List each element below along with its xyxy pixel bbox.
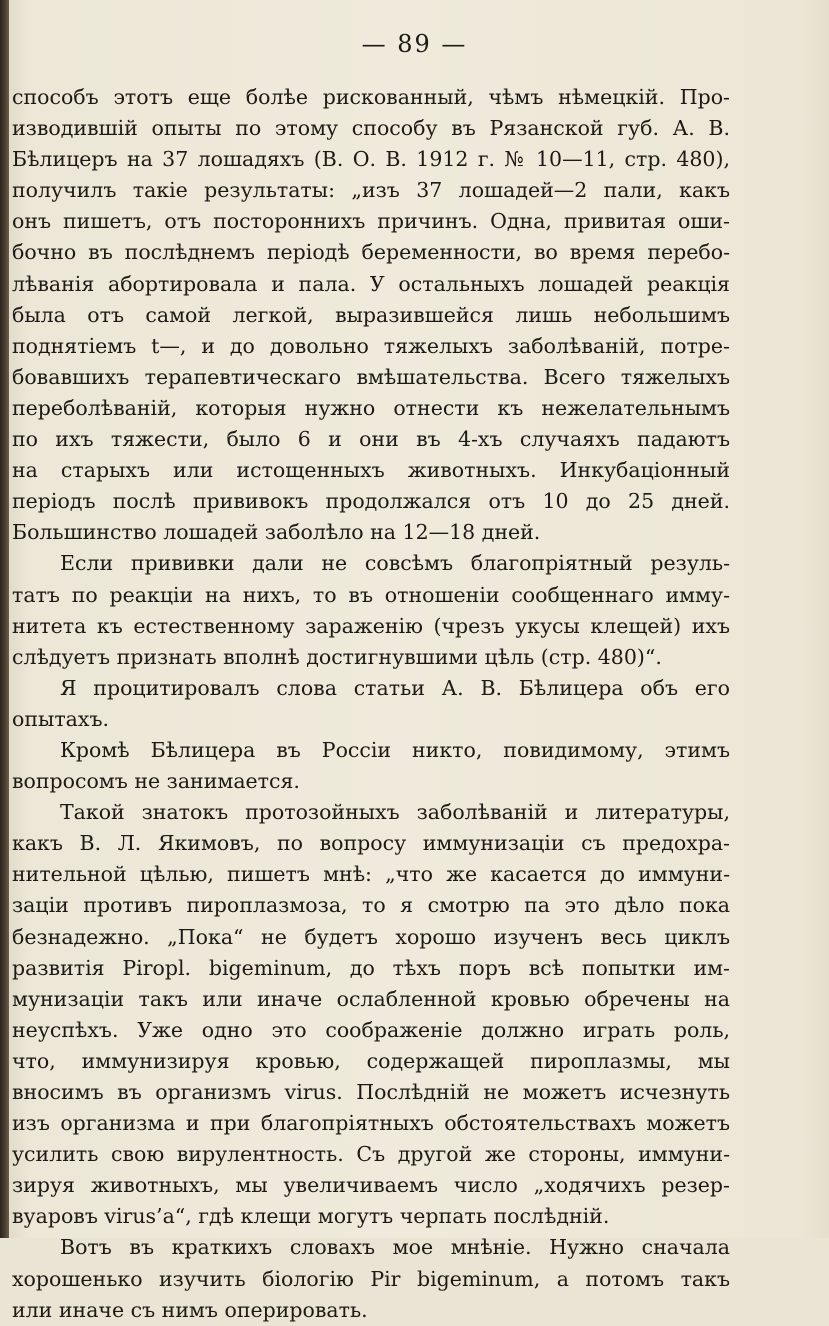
text-line: вуаровъ virus’а“, гдѣ клещи могутъ черпать послѣдній. [12,1204,610,1229]
text-line: что, иммунизируя кровью, содержащей пироплазмы, мы [12,1048,730,1073]
text-line: безнадежно. „Пока“ не будетъ хорошо изученъ весь циклъ [12,924,730,949]
text-line: онъ пишетъ, отъ постороннихъ причинъ. Одна, привитая оши- [12,209,730,234]
text-line: лѣванія абортировала и пала. У остальныхъ лошадей реакція [12,271,730,296]
body-text [12,82,730,1326]
text-line: поднятіемъ t—, и до довольно тяжелыхъ заболѣваній, потре- [12,333,730,358]
text-line: Кромѣ Бѣлицера въ Россіи никто, повидимому, этимъ [60,737,730,762]
text-line: слѣдуетъ признать вполнѣ достигнувшими цѣль (стр. 480)“. [12,644,662,669]
text-line: развитія Piropl. bigeminum, до тѣхъ поръ всѣ попытки им- [12,955,730,980]
text-line: была отъ самой легкой, выразившейся лишь небольшимъ [12,302,730,327]
text-line: нительной цѣлью, пишетъ мнѣ: „что же касается до иммуни- [12,862,730,887]
text-line: Я процитировалъ слова статьи А. В. Бѣлицера объ его [60,675,730,700]
text-line: получилъ такіе результаты: „изъ 37 лошадей—2 пали, какъ [12,178,730,203]
text-line: зируя животныхъ, мы увеличиваемъ число „ходячихъ резер- [12,1173,730,1198]
text-line: нитета къ естественному зараженію (чрезъ укусы клещей) ихъ [12,613,730,638]
text-line: періодъ послѣ прививокъ продолжался отъ 10 до 25 дней. [12,489,730,514]
text-line: на старыхъ или истощенныхъ животныхъ. Инкубаціонный [12,458,730,483]
text-line: бочно въ послѣднемъ періодѣ беременности, во время перебо- [12,240,730,265]
text-line: мунизаціи такъ или иначе ослабленной кровью обречены на [12,986,730,1011]
text-line: вносимъ въ организмъ virus. Послѣдній не можетъ исчезнуть [12,1080,730,1104]
text-line: изъ организма и при благопріятныхъ обстоятельствахъ можетъ [12,1111,730,1136]
text-line: заціи противъ пироплазмоза, то я смотрю па это дѣло пока [12,893,730,918]
page-number: — 89 — [361,30,468,58]
text-line: Такой знатокъ протозойныхъ заболѣваній и литературы, [60,800,730,825]
text-line: неуспѣхъ. Уже одно это соображеніе должно играть роль, [12,1017,730,1042]
text-line: хорошенько изучить біологію Pir bigeminum, а потомъ такъ [12,1266,730,1291]
text-line: какъ В. Л. Якимовъ, по вопросу иммунизаціи съ предохра- [12,831,730,856]
text-line: опытахъ. [12,706,110,731]
text-line: Бѣлицеръ на 37 лошадяхъ (В. О. В. 1912 г. № 10—11, стр. 480), [12,147,730,172]
binding-edge [0,0,9,1238]
text-line: вопросомъ не занимается. [12,769,300,794]
text-line: переболѣваній, которыя нужно отнести къ нежелательнымъ [12,395,730,420]
text-line: Вотъ въ краткихъ словахъ мое мнѣніе. Нужно сначала [60,1235,730,1260]
text-line: или иначе съ нимъ оперировать. [12,1297,368,1322]
text-line: изводившій опыты по этому способу въ Рязанской губ. А. В. [12,116,730,141]
text-line: татъ по реакціи на нихъ, то въ отношеніи сообщеннаго имму- [12,582,730,607]
text-line: способъ этотъ еще болѣе рискованный, чѣмъ нѣмецкій. Про- [12,85,730,109]
text-line: бовавшихъ терапевтическаго вмѣшательства. Всего тяжелыхъ [12,364,730,389]
text-line: по ихъ тяжести, было 6 и они въ 4-хъ случаяхъ падаютъ [12,427,730,452]
text-line: Большинство лошадей заболѣло на 12—18 дней. [12,520,541,545]
text-line: Если прививки дали не совсѣмъ благопріятный резуль- [60,551,730,576]
text-line: усилить свою вирулентность. Съ другой же стороны, иммуни- [12,1142,730,1167]
